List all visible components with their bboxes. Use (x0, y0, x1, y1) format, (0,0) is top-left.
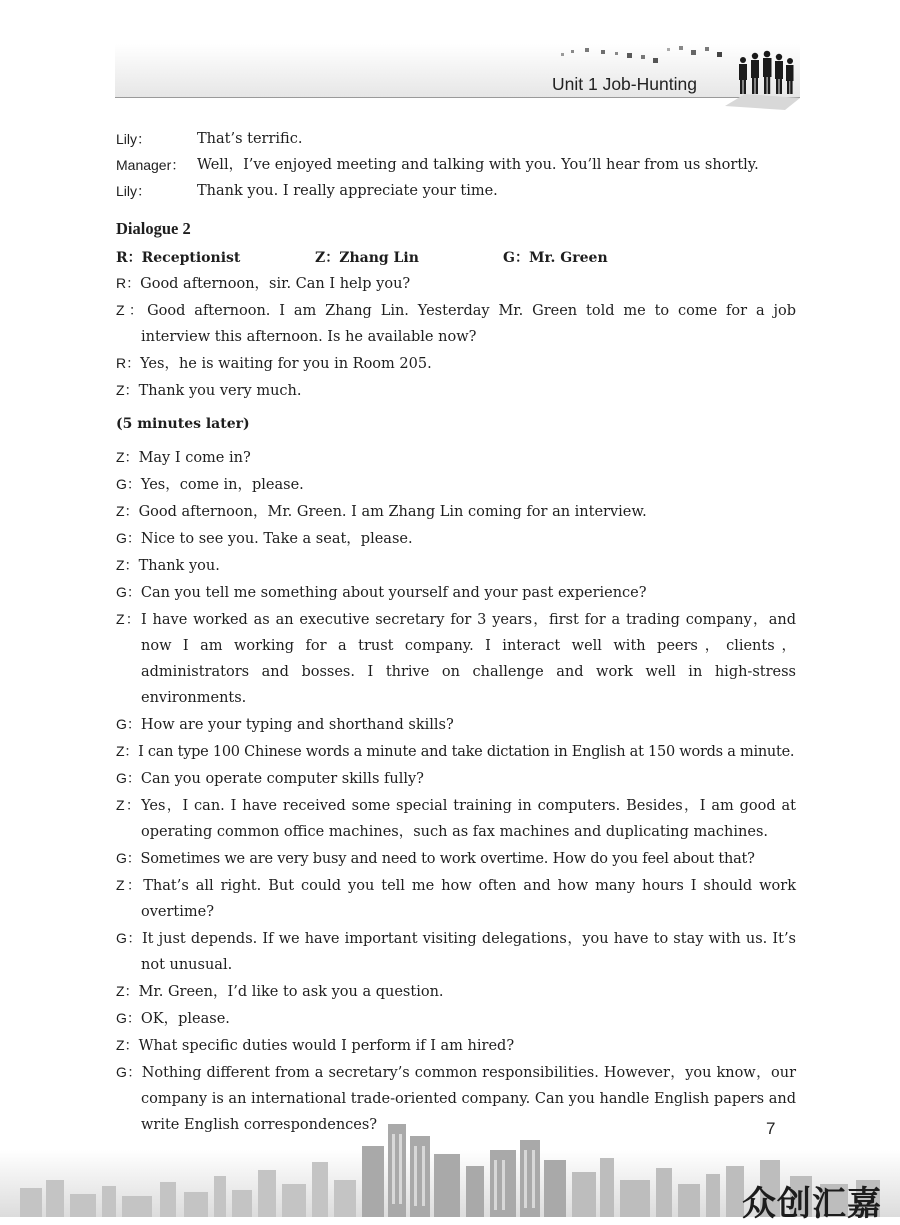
dialogue-line (116, 126, 796, 152)
dialogue-line (116, 845, 796, 872)
line-text: How are your typing and shorthand skills? (140, 717, 454, 733)
speaker-label: G： (116, 1064, 142, 1080)
speaker-label: Z： (116, 797, 142, 813)
role-mr-green: G：Mr. Green (503, 250, 608, 266)
line-text: Thank you very much. (138, 383, 302, 399)
speaker-label: Z： (116, 449, 139, 465)
dialogue-part-1 (116, 270, 796, 404)
line-text: Good afternoon，sir. Can I help you? (140, 276, 411, 292)
speaker-label: G： (116, 530, 141, 546)
dialogue-line (116, 152, 796, 178)
line-text: Mr. Green，I’d like to ask you a question. (138, 984, 444, 1000)
speaker-label: Manager： (116, 157, 186, 173)
watermark: 众创汇嘉 (742, 1184, 882, 1224)
speaker-label: G： (116, 584, 141, 600)
speaker-label: G： (116, 476, 141, 492)
dialogue-line (116, 925, 796, 978)
dialogue-line (116, 792, 796, 845)
speaker-label: Z： (116, 382, 139, 398)
dialogue-line (116, 178, 796, 204)
line-text: Nice to see you. Take a seat，please. (140, 531, 413, 547)
page-body (116, 126, 796, 1138)
dialogue-line (116, 350, 796, 377)
dialogue-line (116, 978, 796, 1005)
dialogue-part-2 (116, 444, 796, 1138)
dialogue-line (116, 606, 796, 711)
page-number: 7 (766, 1119, 776, 1138)
line-text: Yes，I can. I have received some special training in computers. Besides，I am good at operating common office machines，such as fax machines and duplicating machines. (141, 798, 796, 840)
dialogue-line (116, 377, 796, 404)
dialogue-line (116, 872, 796, 925)
business-people-icon (555, 40, 800, 110)
line-text: I have worked as an executive secretary for 3 years，first for a trading company，and now I am working for a trust company. I interact well with peers，clients，administrators and bosses. I thrive on challenge and work well in high-stress environments. (140, 612, 796, 706)
line-text: It just depends. If we have important visiting delegations，you have to stay with us. It’s not unusual. (141, 931, 796, 973)
speaker-label: R： (116, 275, 141, 291)
dialogue-line (116, 711, 796, 738)
intro-section (116, 126, 796, 204)
speaker-label: G： (116, 1010, 141, 1026)
speaker-label: Z： (116, 557, 139, 573)
line-text: Thank you. (138, 558, 220, 574)
dialogue-title: Dialogue 2 (116, 219, 191, 238)
dialogue-line (116, 444, 796, 471)
line-text: Yes，he is waiting for you in Room 205. (140, 356, 432, 372)
speaker-label: G： (116, 850, 141, 866)
line-text: Thank you. I really appreciate your time. (197, 183, 498, 199)
speaker-label: Z： (116, 1037, 139, 1053)
speaker-label: Z： (116, 503, 139, 519)
line-text: What specific duties would I perform if I am hired? (138, 1038, 515, 1054)
role-legend (116, 246, 796, 270)
dialogue-line (116, 297, 796, 350)
time-note: (5 minutes later) (116, 416, 250, 432)
speaker-label: G： (116, 716, 141, 732)
line-text: OK，please. (140, 1011, 230, 1027)
unit-title: Unit 1 Job-Hunting (552, 74, 697, 94)
line-text: That’s all right. But could you tell me how often and how many hours I should work overtime? (141, 878, 796, 920)
line-text: Can you tell me something about yourself and your past experience? (140, 585, 647, 601)
dialogue-line (116, 579, 796, 606)
line-text: Yes，come in，please. (140, 477, 304, 493)
role-zhang-lin: Z：Zhang Lin (315, 250, 419, 266)
line-text: May I come in? (138, 450, 251, 466)
speaker-label: Z： (116, 743, 139, 759)
dialogue-line (116, 1005, 796, 1032)
dialogue-line (116, 525, 796, 552)
dialogue-line (116, 471, 796, 498)
speaker-label: G： (116, 770, 141, 786)
dialogue-line (116, 1032, 796, 1059)
speaker-label: Lily： (116, 131, 152, 147)
speaker-label: Z： (116, 877, 144, 893)
dialogue-line (116, 498, 796, 525)
dialogue-line (116, 765, 796, 792)
role-receptionist: R：Receptionist (116, 250, 241, 266)
line-text: Nothing different from a secretary’s common responsibilities. However，you know，our company is an international trade-oriented company. Can you handle English papers and write English correspondences? (141, 1065, 797, 1133)
speaker-label: Z： (116, 302, 148, 318)
line-text: Well，I’ve enjoyed meeting and talking with you. You’ll hear from us shortly. (197, 157, 759, 173)
line-text: Sometimes we are very busy and need to work overtime. How do you feel about that? (140, 851, 755, 867)
speaker-label: Z： (116, 983, 139, 999)
line-text: Good afternoon，Mr. Green. I am Zhang Lin coming for an interview. (138, 504, 647, 520)
speaker-label: G： (116, 930, 142, 946)
line-text: I can type 100 Chinese words a minute and take dictation in English at 150 words a minute. (138, 744, 795, 760)
dialogue-line (116, 738, 796, 765)
speaker-label: R： (116, 355, 141, 371)
dialogue-line (116, 552, 796, 579)
line-text: That’s terrific. (197, 131, 303, 147)
dialogue-line (116, 270, 796, 297)
line-text: Can you operate computer skills fully? (140, 771, 424, 787)
line-text: Good afternoon. I am Zhang Lin. Yesterday Mr. Green told me to come for a job interview this afternoon. Is he available now? (141, 303, 796, 345)
speaker-label: Lily： (116, 183, 152, 199)
speaker-label: Z： (116, 611, 141, 627)
